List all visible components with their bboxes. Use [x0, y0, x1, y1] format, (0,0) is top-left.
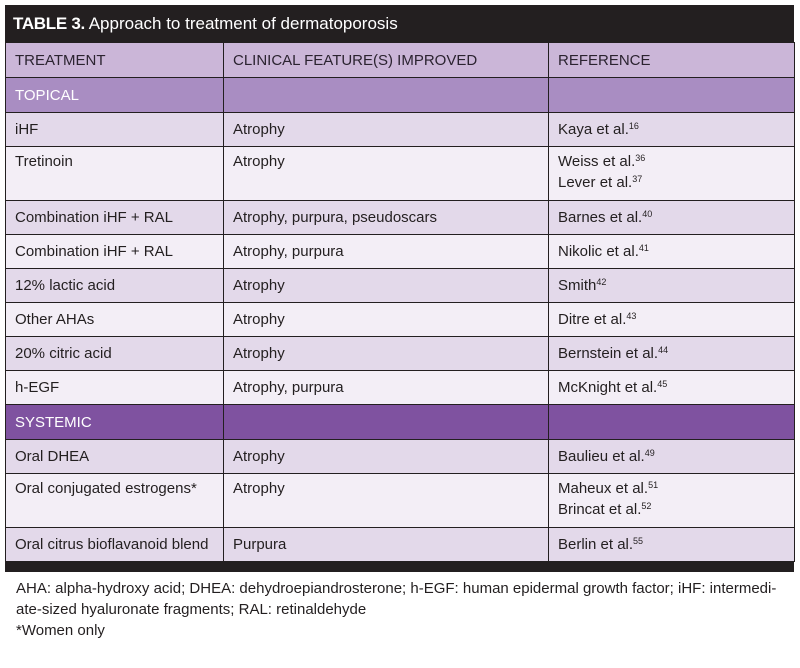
- reference-cell: Baulieu et al.$^{49}$: [549, 440, 795, 474]
- table-row: [6, 147, 795, 201]
- feature-cell: Atrophy: [224, 303, 549, 337]
- section-row-topical: [6, 78, 795, 113]
- feature-cell: Atrophy, purpura, pseudoscars: [224, 201, 549, 235]
- feature-cell: Atrophy: [224, 269, 549, 303]
- reference-cell: Weiss et al.$^{36}$ Lever et al.$^{37}$: [549, 147, 795, 201]
- treatment-cell: Other AHAs: [6, 303, 224, 337]
- feature-cell: Purpura: [224, 528, 549, 562]
- reference-cell: Maheux et al.$^{51}$ Brincat et al.$^{52}$: [549, 474, 795, 528]
- table-label: TABLE 3.: [13, 14, 85, 33]
- table-row: [6, 235, 795, 269]
- reference-cell: Barnes et al.$^{40}$: [549, 201, 795, 235]
- feature-cell: Atrophy, purpura: [224, 371, 549, 405]
- feature-cell: Atrophy, purpura: [224, 235, 549, 269]
- feature-cell: Atrophy: [224, 337, 549, 371]
- feature-cell: Atrophy: [224, 440, 549, 474]
- table-title: [5, 5, 794, 42]
- table-row: [6, 113, 795, 147]
- section-row-systemic: [6, 405, 795, 440]
- treatment-cell: Oral citrus bioflavanoid blend: [6, 528, 224, 562]
- reference-cell: Smith$^{42}$: [549, 269, 795, 303]
- table-frame: [5, 5, 794, 661]
- footnote-women-only: *Women only: [16, 622, 105, 639]
- treatment-table: [5, 42, 795, 562]
- reference-cell: Nikolic et al.$^{41}$: [549, 235, 795, 269]
- section-label-systemic: SYSTEMIC: [6, 405, 224, 440]
- treatment-cell: Oral conjugated estrogens*: [6, 474, 224, 528]
- feature-cell: Atrophy: [224, 113, 549, 147]
- header-treatment: TREATMENT: [6, 43, 224, 78]
- table-row: [6, 201, 795, 235]
- abbreviations-line-2: ate-sized hyaluronate fragments; RAL: retinaldehyde: [16, 601, 367, 618]
- header-row: [6, 43, 795, 78]
- treatment-cell: Combination iHF + RAL: [6, 235, 224, 269]
- table-footnote: [5, 571, 794, 661]
- treatment-cell: Tretinoin: [6, 147, 224, 201]
- header-reference: REFERENCE: [549, 43, 795, 78]
- treatment-cell: Oral DHEA: [6, 440, 224, 474]
- feature-cell: Atrophy: [224, 474, 549, 528]
- reference-cell: McKnight et al.$^{45}$: [549, 371, 795, 405]
- abbreviations-line-1: AHA: alpha-hydroxy acid; DHEA: dehydroepiandrosterone; h-EGF: human epidermal growth factor; iHF: intermedi-: [16, 580, 777, 597]
- treatment-cell: iHF: [6, 113, 224, 147]
- reference-cell: Bernstein et al.$^{44}$: [549, 337, 795, 371]
- treatment-cell: 12% lactic acid: [6, 269, 224, 303]
- table-row: [6, 303, 795, 337]
- table-row: [6, 474, 795, 528]
- reference-cell: Berlin et al.$^{55}$: [549, 528, 795, 562]
- table-row: [6, 337, 795, 371]
- treatment-cell: h-EGF: [6, 371, 224, 405]
- reference-cell: Ditre et al.$^{43}$: [549, 303, 795, 337]
- table-caption: Approach to treatment of dermatoporosis: [88, 14, 398, 33]
- treatment-cell: 20% citric acid: [6, 337, 224, 371]
- section-label-topical: TOPICAL: [6, 78, 224, 113]
- feature-cell: Atrophy: [224, 147, 549, 201]
- reference-cell: Kaya et al.$^{16}$: [549, 113, 795, 147]
- table-row: [6, 371, 795, 405]
- table-row: [6, 269, 795, 303]
- table-row: [6, 528, 795, 562]
- treatment-cell: Combination iHF + RAL: [6, 201, 224, 235]
- header-feature: CLINICAL FEATURE(S) IMPROVED: [224, 43, 549, 78]
- table-row: [6, 440, 795, 474]
